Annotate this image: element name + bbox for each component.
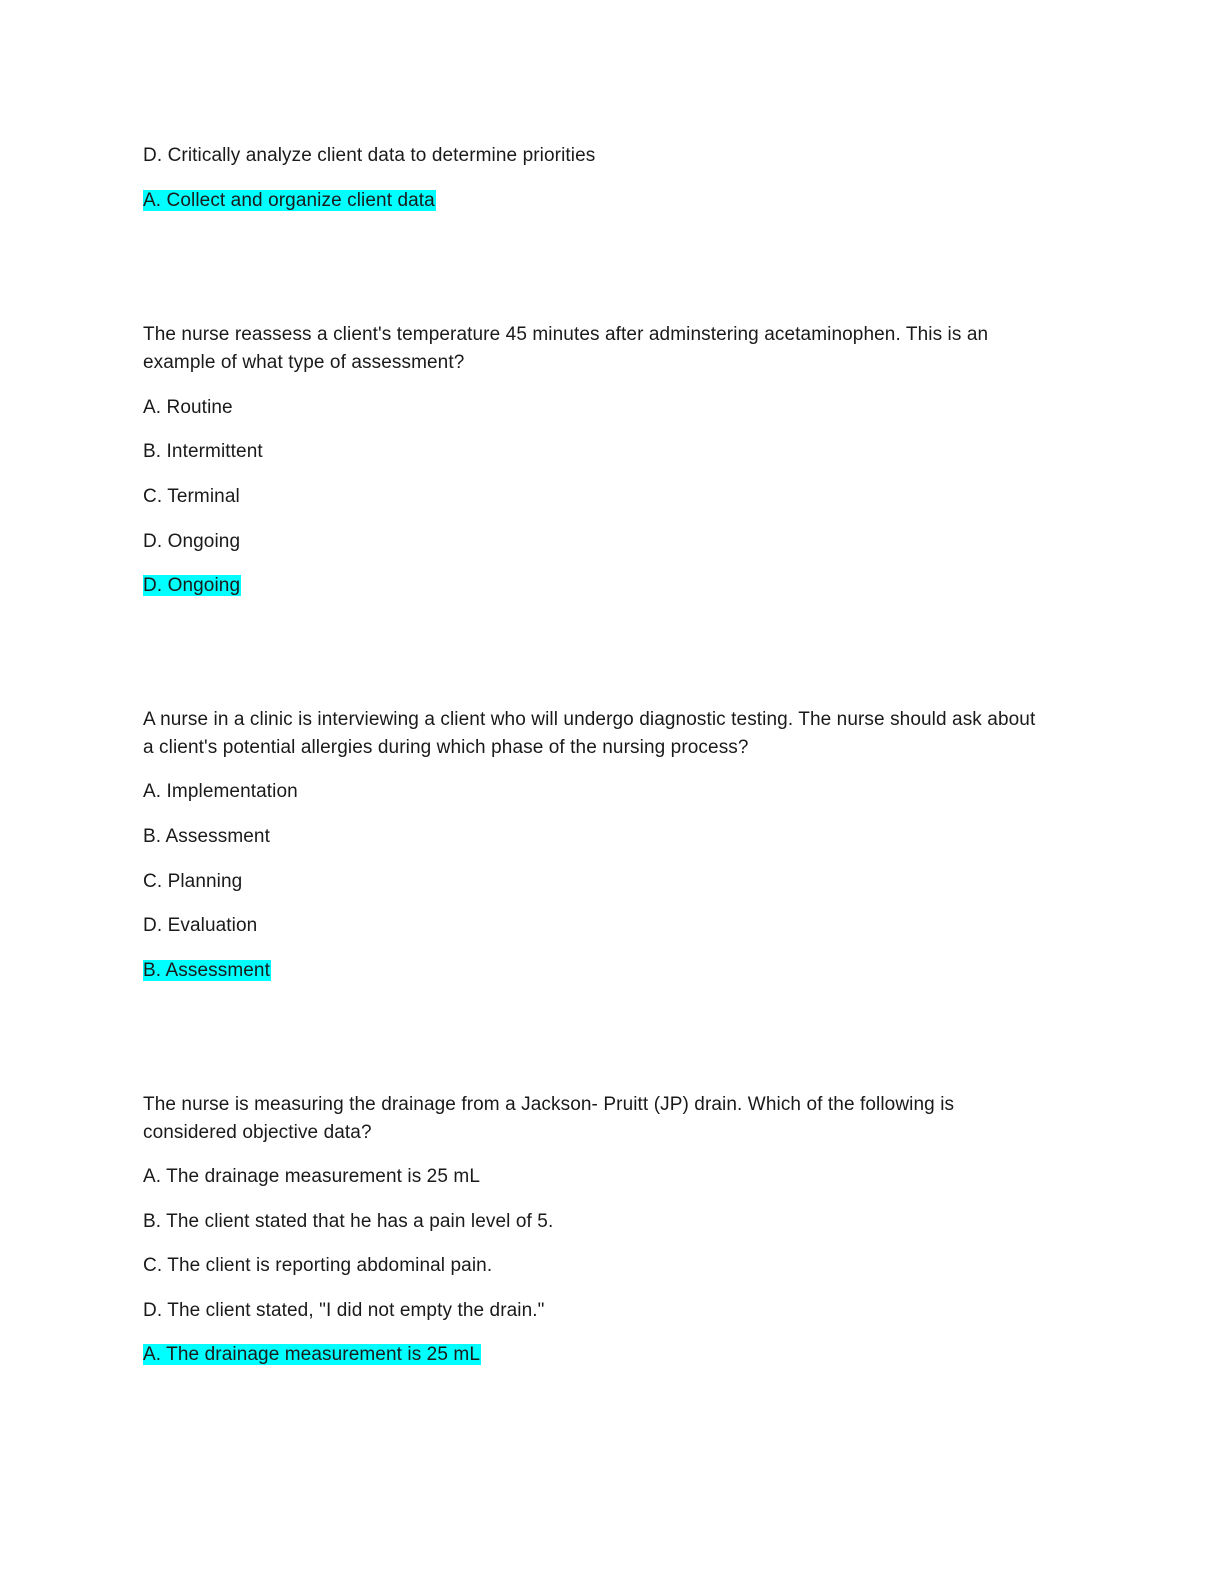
- question-text: The nurse reassess a client's temperature 45 minutes after adminstering acetaminophen. This is an example of what type of assessment?: [143, 324, 989, 373]
- option-text: A. The drainage measurement is 25 mL: [143, 1166, 480, 1187]
- answer-line: [143, 1341, 481, 1369]
- option-text: C. Planning: [143, 871, 243, 892]
- option-text: A. Routine: [143, 397, 233, 418]
- answer-line: [143, 187, 436, 215]
- highlighted-answer: A. Collect and organize client data: [143, 190, 435, 211]
- option-text: D. Ongoing: [143, 531, 241, 552]
- answer-line: [143, 572, 241, 600]
- option-text: D. The client stated, "I did not empty the drain.": [143, 1300, 545, 1321]
- option-text: B. Intermittent: [143, 441, 263, 462]
- option-text: D. Evaluation: [143, 915, 258, 936]
- option-text: D. Critically analyze client data to determine priorities: [143, 145, 596, 166]
- option-text: B. The client stated that he has a pain level of 5.: [143, 1211, 554, 1232]
- option-text: B. Assessment: [143, 826, 270, 847]
- option-text: C. Terminal: [143, 486, 240, 507]
- highlighted-answer: B. Assessment: [143, 960, 270, 981]
- highlighted-answer: A. The drainage measurement is 25 mL: [143, 1344, 480, 1365]
- option-text: A. Implementation: [143, 781, 298, 802]
- question-text: The nurse is measuring the drainage from a Jackson- Pruitt (JP) drain. Which of the following is considered objective data?: [143, 1094, 955, 1143]
- answer-line: [143, 957, 271, 985]
- highlighted-answer: D. Ongoing: [143, 575, 241, 596]
- question-text: A nurse in a clinic is interviewing a client who will undergo diagnostic testing. The nurse should ask about a client's potential allergies during which phase of the nursing process?: [143, 709, 1036, 758]
- option-text: C. The client is reporting abdominal pain.: [143, 1255, 493, 1276]
